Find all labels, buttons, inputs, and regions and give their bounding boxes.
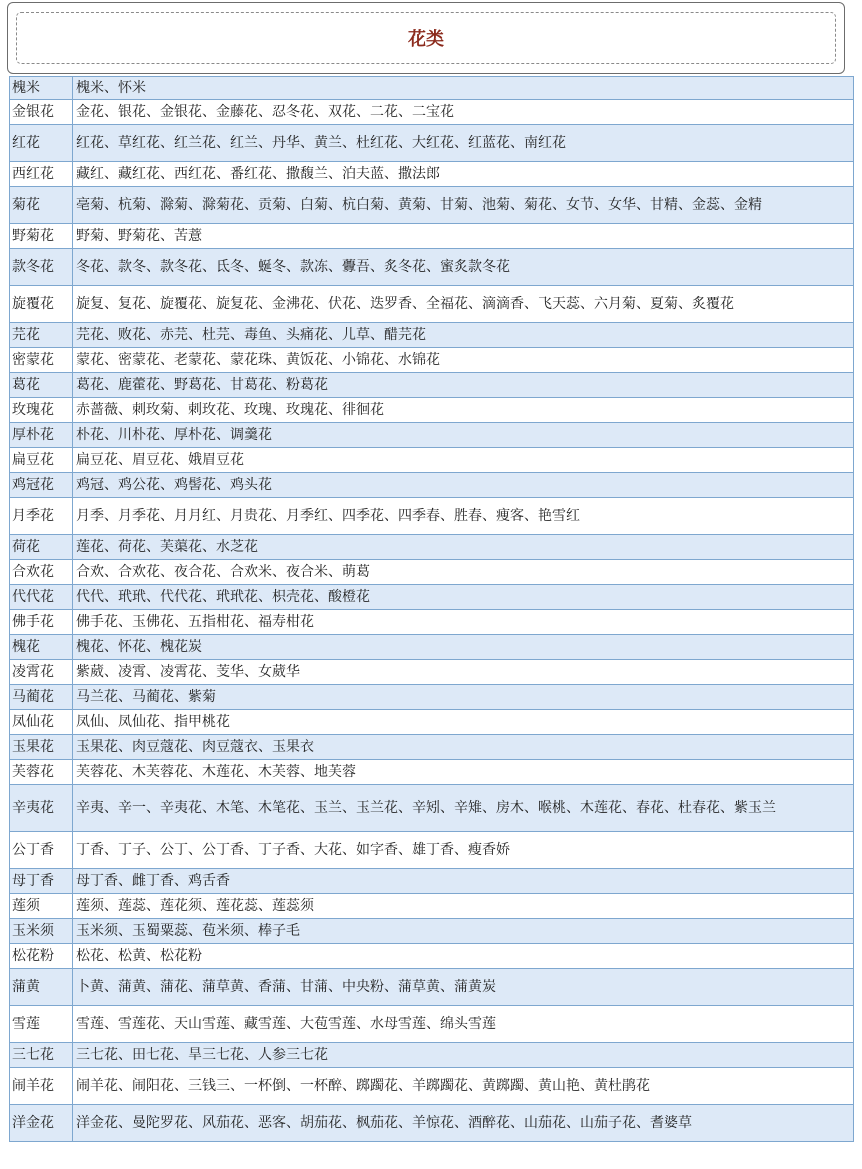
herb-name-cell: 红花 (10, 125, 73, 162)
title-inner-border (16, 12, 836, 64)
herb-alias-table (9, 76, 854, 1142)
herb-aliases-cell: 扁豆花、眉豆花、娥眉豆花 (73, 448, 854, 473)
herb-aliases-cell: 亳菊、杭菊、滁菊、滁菊花、贡菊、白菊、杭白菊、黄菊、甘菊、池菊、菊花、女节、女华、甘精、金蕊、金精 (73, 187, 854, 224)
table-row (10, 373, 854, 398)
herb-name-cell: 密蒙花 (10, 348, 73, 373)
herb-aliases-cell: 藏红、藏红花、西红花、番红花、撒馥兰、泊夫蓝、撒法郎 (73, 162, 854, 187)
table-row (10, 969, 854, 1006)
table-body (10, 77, 854, 1142)
table-row (10, 100, 854, 125)
herb-name-cell: 松花粉 (10, 944, 73, 969)
table-row (10, 1068, 854, 1105)
title-box (7, 2, 845, 74)
herb-aliases-cell: 赤蔷薇、刺玫菊、刺玫花、玫瑰、玫瑰花、徘徊花 (73, 398, 854, 423)
herb-name-cell: 芫花 (10, 323, 73, 348)
herb-name-cell: 芙蓉花 (10, 760, 73, 785)
herb-aliases-cell: 代代、玳玳、代代花、玳玳花、枳壳花、酸橙花 (73, 585, 854, 610)
table-row (10, 869, 854, 894)
herb-aliases-cell: 闹羊花、闹阳花、三钱三、一杯倒、一杯醉、踯躅花、羊踯躅花、黄踯躅、黄山艳、黄杜鹃花 (73, 1068, 854, 1105)
herb-aliases-cell: 松花、松黄、松花粉 (73, 944, 854, 969)
herb-name-cell: 凤仙花 (10, 710, 73, 735)
herb-aliases-cell: 芙蓉花、木芙蓉花、木莲花、木芙蓉、地芙蓉 (73, 760, 854, 785)
table-row (10, 77, 854, 100)
herb-name-cell: 闹羊花 (10, 1068, 73, 1105)
herb-name-cell: 款冬花 (10, 249, 73, 286)
herb-name-cell: 野菊花 (10, 224, 73, 249)
herb-aliases-cell: 佛手花、玉佛花、五指柑花、福寿柑花 (73, 610, 854, 635)
herb-aliases-cell: 冬花、款冬、款冬花、氐冬、蜒冬、款冻、虋吾、炙冬花、蜜炙款冬花 (73, 249, 854, 286)
herb-name-cell: 槐花 (10, 635, 73, 660)
table-row (10, 448, 854, 473)
herb-aliases-cell: 野菊、野菊花、苦薏 (73, 224, 854, 249)
table-row (10, 710, 854, 735)
herb-name-cell: 厚朴花 (10, 423, 73, 448)
table-row (10, 610, 854, 635)
table-row (10, 660, 854, 685)
herb-aliases-cell: 母丁香、雌丁香、鸡舌香 (73, 869, 854, 894)
herb-name-cell: 辛夷花 (10, 785, 73, 832)
herb-name-cell: 菊花 (10, 187, 73, 224)
herb-aliases-cell: 月季、月季花、月月红、月贵花、月季红、四季花、四季春、胜春、痩客、艳雪红 (73, 498, 854, 535)
herb-aliases-cell: 凤仙、凤仙花、指甲桃花 (73, 710, 854, 735)
herb-name-cell: 马蔺花 (10, 685, 73, 710)
herb-aliases-cell: 莲须、莲蕊、莲花须、莲花蕊、莲蕊须 (73, 894, 854, 919)
page-title: 花类 (408, 29, 444, 50)
herb-aliases-cell: 卜黄、蒲黄、蒲花、蒲草黄、香蒲、甘蒲、中央粉、蒲草黄、蒲黄炭 (73, 969, 854, 1006)
herb-aliases-cell: 莲花、荷花、芙蕖花、水芝花 (73, 535, 854, 560)
herb-name-cell: 合欢花 (10, 560, 73, 585)
herb-name-cell: 玉果花 (10, 735, 73, 760)
table-row (10, 249, 854, 286)
herb-name-cell: 代代花 (10, 585, 73, 610)
herb-name-cell: 洋金花 (10, 1105, 73, 1142)
herb-aliases-cell: 紫葳、凌霄、凌霄花、芰华、女葳华 (73, 660, 854, 685)
table-row (10, 785, 854, 832)
table-row (10, 286, 854, 323)
herb-aliases-cell: 玉果花、肉豆蔻花、肉豆蔻衣、玉果衣 (73, 735, 854, 760)
table-row (10, 735, 854, 760)
table-row (10, 1105, 854, 1142)
table-row (10, 1043, 854, 1068)
herb-name-cell: 西红花 (10, 162, 73, 187)
herb-name-cell: 公丁香 (10, 832, 73, 869)
table-row (10, 760, 854, 785)
table-row (10, 125, 854, 162)
herb-name-cell: 玉米须 (10, 919, 73, 944)
herb-name-cell: 槐米 (10, 77, 73, 100)
table-row (10, 473, 854, 498)
herb-aliases-cell: 旋复、复花、旋覆花、旋复花、金沸花、伏花、迭罗香、全福花、滴滴香、飞天蕊、六月菊、夏菊、炙覆花 (73, 286, 854, 323)
herb-aliases-cell: 槐米、怀米 (73, 77, 854, 100)
herb-name-cell: 扁豆花 (10, 448, 73, 473)
herb-name-cell: 佛手花 (10, 610, 73, 635)
table-row (10, 832, 854, 869)
table-row (10, 323, 854, 348)
herb-name-cell: 鸡冠花 (10, 473, 73, 498)
herb-aliases-cell: 鸡冠、鸡公花、鸡髻花、鸡头花 (73, 473, 854, 498)
table-row (10, 162, 854, 187)
table-row (10, 560, 854, 585)
herb-aliases-cell: 合欢、合欢花、夜合花、合欢米、夜合米、萌葛 (73, 560, 854, 585)
table-row (10, 398, 854, 423)
table-row (10, 685, 854, 710)
herb-aliases-cell: 芫花、败花、赤芫、杜芫、毒鱼、头痛花、儿草、醋芫花 (73, 323, 854, 348)
table-row (10, 894, 854, 919)
herb-name-cell: 蒲黄 (10, 969, 73, 1006)
herb-name-cell: 三七花 (10, 1043, 73, 1068)
table-row (10, 224, 854, 249)
herb-aliases-cell: 雪莲、雪莲花、天山雪莲、藏雪莲、大苞雪莲、水母雪莲、绵头雪莲 (73, 1006, 854, 1043)
table-row (10, 498, 854, 535)
herb-aliases-cell: 丁香、丁子、公丁、公丁香、丁子香、大花、如字香、雄丁香、瘦香娇 (73, 832, 854, 869)
herb-aliases-cell: 三七花、田七花、旱三七花、人参三七花 (73, 1043, 854, 1068)
table-row (10, 1006, 854, 1043)
herb-aliases-cell: 玉米须、玉蜀粟蕊、苞米须、棒子毛 (73, 919, 854, 944)
table-row (10, 919, 854, 944)
herb-name-cell: 玫瑰花 (10, 398, 73, 423)
herb-aliases-cell: 马兰花、马蔺花、紫菊 (73, 685, 854, 710)
table-row (10, 635, 854, 660)
table-row (10, 423, 854, 448)
table-row (10, 944, 854, 969)
herb-name-cell: 母丁香 (10, 869, 73, 894)
table-row (10, 187, 854, 224)
herb-aliases-cell: 朴花、川朴花、厚朴花、调羹花 (73, 423, 854, 448)
table-row (10, 585, 854, 610)
herb-aliases-cell: 红花、草红花、红兰花、红兰、丹华、黄兰、杜红花、大红花、红蓝花、南红花 (73, 125, 854, 162)
herb-aliases-cell: 洋金花、曼陀罗花、风茄花、恶客、胡茄花、枫茄花、羊惊花、酒醉花、山茄花、山茄子花、耆婆草 (73, 1105, 854, 1142)
table-row (10, 535, 854, 560)
herb-name-cell: 旋覆花 (10, 286, 73, 323)
herb-name-cell: 葛花 (10, 373, 73, 398)
herb-aliases-cell: 葛花、鹿藿花、野葛花、甘葛花、粉葛花 (73, 373, 854, 398)
table-row (10, 348, 854, 373)
herb-name-cell: 雪莲 (10, 1006, 73, 1043)
herb-name-cell: 凌霄花 (10, 660, 73, 685)
herb-name-cell: 荷花 (10, 535, 73, 560)
herb-name-cell: 月季花 (10, 498, 73, 535)
herb-aliases-cell: 金花、银花、金银花、金藤花、忍冬花、双花、二花、二宝花 (73, 100, 854, 125)
herb-aliases-cell: 辛夷、辛一、辛夷花、木笔、木笔花、玉兰、玉兰花、辛矧、辛雉、房木、喉桃、木莲花、春花、杜春花、紫玉兰 (73, 785, 854, 832)
herb-name-cell: 莲须 (10, 894, 73, 919)
herb-name-cell: 金银花 (10, 100, 73, 125)
herb-aliases-cell: 槐花、怀花、槐花炭 (73, 635, 854, 660)
herb-aliases-cell: 蒙花、密蒙花、老蒙花、蒙花珠、黄饭花、小锦花、水锦花 (73, 348, 854, 373)
